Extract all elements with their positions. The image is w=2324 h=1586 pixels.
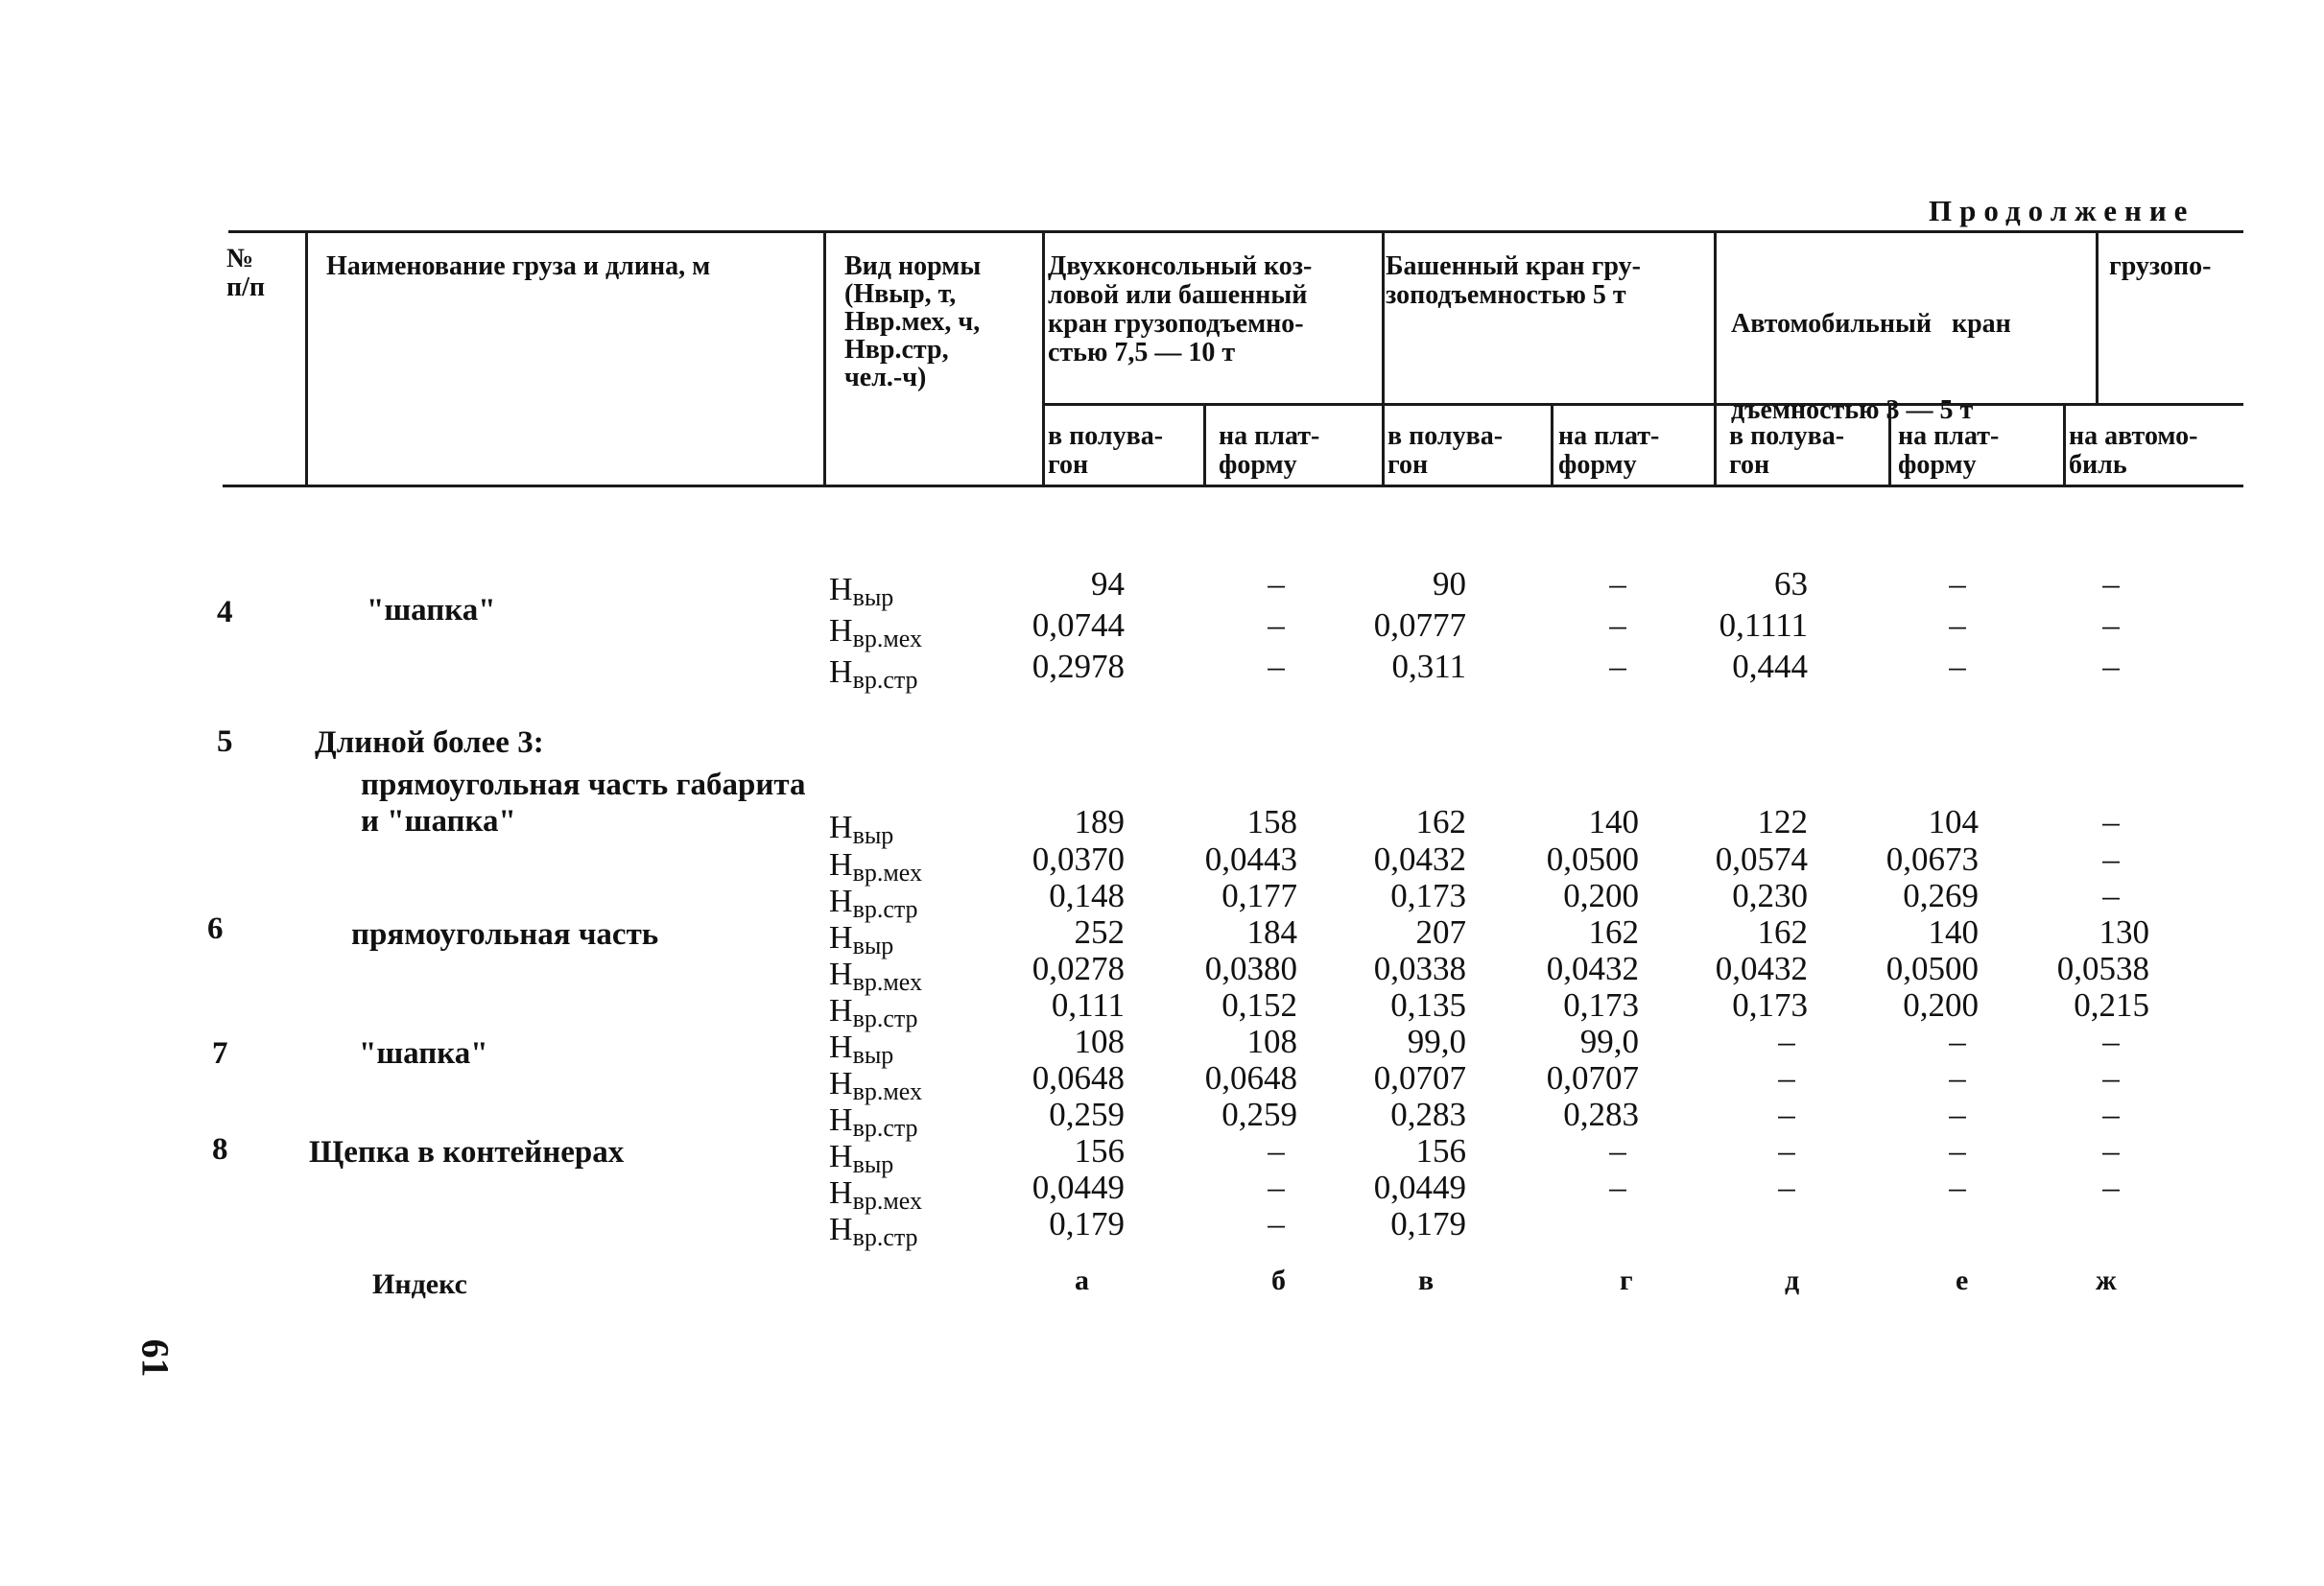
table-cell: 0,0673 <box>1885 840 1979 878</box>
table-cell: 94 <box>1091 565 1125 603</box>
header-group-d: грузопо- <box>2109 251 2212 281</box>
table-cell: – <box>2102 803 2120 840</box>
table-cell: – <box>1949 606 1966 644</box>
row-label-6: прямоугольная часть <box>351 917 659 952</box>
header-no: № п/п <box>226 244 266 302</box>
table-cell: 63 <box>1774 565 1808 603</box>
table-cell: 0,173 <box>1563 986 1639 1024</box>
table-cell: 0,173 <box>1390 877 1466 914</box>
table-cell: – <box>1949 1059 1966 1097</box>
table-cell: 0,1111 <box>1719 606 1808 644</box>
table-cell: 162 <box>1588 913 1639 951</box>
table-cell: 0,269 <box>1903 877 1979 914</box>
continuation-title: Продолжение <box>1929 194 2195 227</box>
table-cell: 158 <box>1246 803 1297 840</box>
subheader-d-auto: на автомо- биль <box>2069 421 2198 480</box>
subheader-a-wagon: в полува- гон <box>1048 421 1164 480</box>
header-group-c: Автомобильный кран дъемностью 3 — 5 т <box>1731 309 2011 425</box>
table-cell: 0,0707 <box>1546 1059 1639 1097</box>
table-cell: 104 <box>1928 803 1979 840</box>
norm-kind-mex: $Н_{вр.мех}$ <box>829 847 922 887</box>
table-cell: – <box>1778 1096 1795 1133</box>
table-cell: – <box>2102 840 2120 878</box>
table-cell: 0,215 <box>2074 986 2149 1024</box>
table-cell: – <box>2102 1169 2120 1206</box>
table-cell: 0,0370 <box>1032 840 1125 878</box>
col-divider-no <box>305 230 308 487</box>
norm-kind-vyr: $Н_{выр}$ <box>829 1139 894 1178</box>
table-cell: – <box>1778 1023 1795 1060</box>
row-number-4: 4 <box>217 595 233 629</box>
table-cell: 0,444 <box>1732 648 1808 685</box>
table-cell: 0,179 <box>1390 1205 1466 1243</box>
table-cell: 0,0432 <box>1373 840 1466 878</box>
table-cell: 0,283 <box>1563 1096 1639 1133</box>
row-label-4: "шапка" <box>367 593 496 627</box>
table-cell: 0,0707 <box>1373 1059 1466 1097</box>
norm-kind-mex: $Н_{вр.мех}$ <box>829 1175 922 1215</box>
table-cell: 0,0278 <box>1032 950 1125 987</box>
table-cell: – <box>1609 648 1626 685</box>
row-number-5: 5 <box>217 724 233 759</box>
table-cell: – <box>1949 1023 1966 1060</box>
row-label-5a-line2: и "шапка" <box>361 804 516 839</box>
table-cell: – <box>1609 1132 1626 1170</box>
table-cell: 140 <box>1928 913 1979 951</box>
table-cell: 0,259 <box>1049 1096 1125 1133</box>
table-cell: 0,200 <box>1563 877 1639 914</box>
table-cell: – <box>1949 565 1966 603</box>
row-number-7: 7 <box>212 1036 228 1071</box>
table-cell: – <box>1268 1205 1285 1243</box>
table-cell: 0,0449 <box>1373 1169 1466 1206</box>
table-cell: 0,0432 <box>1715 950 1808 987</box>
table-cell: – <box>1268 565 1285 603</box>
subheader-c-platform: на плат- форму <box>1898 421 2000 480</box>
table-cell: – <box>1268 648 1285 685</box>
table-cell: 162 <box>1415 803 1466 840</box>
norm-kind-str: $Н_{вр.стр}$ <box>829 654 918 694</box>
table-cell: 0,311 <box>1391 648 1466 685</box>
header-group-b: Башенный кран гру- зоподъемностью 5 т <box>1386 251 1641 310</box>
table-cell: – <box>1778 1059 1795 1097</box>
table-cell: 184 <box>1246 913 1297 951</box>
row-label-5a-line1: прямоугольная часть габарита <box>361 768 806 802</box>
norm-kind-mex: $Н_{вр.мех}$ <box>829 1066 922 1105</box>
col-divider-name <box>823 230 826 487</box>
header-name: Наименование груза и длина, м <box>326 251 711 281</box>
table-cell: 0,0574 <box>1715 840 1808 878</box>
index-letter: е <box>1956 1265 1969 1296</box>
row-label-8: Щепка в контейнерах <box>309 1135 625 1170</box>
index-letter: б <box>1271 1265 1286 1296</box>
col-divider-norm <box>1042 230 1045 487</box>
col-divider-group-c <box>2096 230 2099 403</box>
table-cell: 156 <box>1074 1132 1125 1170</box>
table-cell: – <box>1609 606 1626 644</box>
table-cell: 0,0432 <box>1546 950 1639 987</box>
norm-kind-str: $Н_{вр.стр}$ <box>829 884 918 923</box>
norm-kind-vyr: $Н_{выр}$ <box>829 1030 894 1069</box>
table-cell: 108 <box>1246 1023 1297 1060</box>
table-cell: 0,0500 <box>1546 840 1639 878</box>
norm-kind-mex: $Н_{вр.мех}$ <box>829 613 922 652</box>
col-divider-group-a <box>1382 230 1385 487</box>
table-cell: 0,0648 <box>1032 1059 1125 1097</box>
table-cell: 0,0744 <box>1032 606 1125 644</box>
table-cell: 189 <box>1074 803 1125 840</box>
table-cell: 0,177 <box>1221 877 1297 914</box>
table-cell: – <box>1268 1169 1285 1206</box>
table-cell: – <box>2102 877 2120 914</box>
norm-kind-str: $Н_{вр.стр}$ <box>829 1212 918 1251</box>
header-bottom-rule <box>223 485 2243 487</box>
table-cell: – <box>2102 606 2120 644</box>
table-cell: – <box>1268 606 1285 644</box>
table-cell: 108 <box>1074 1023 1125 1060</box>
index-letter: д <box>1785 1265 1800 1296</box>
table-cell: 0,259 <box>1221 1096 1297 1133</box>
table-cell: 162 <box>1757 913 1808 951</box>
table-cell: 0,179 <box>1049 1205 1125 1243</box>
table-cell: 0,283 <box>1390 1096 1466 1133</box>
table-cell: 0,152 <box>1221 986 1297 1024</box>
row-number-6: 6 <box>207 911 224 946</box>
table-cell: – <box>1609 565 1626 603</box>
table-cell: 99,0 <box>1579 1023 1639 1060</box>
table-cell: – <box>1949 1169 1966 1206</box>
subheader-b-platform: на плат- форму <box>1558 421 1660 480</box>
table-cell: – <box>1778 1169 1795 1206</box>
table-cell: – <box>1949 1132 1966 1170</box>
table-cell: 0,2978 <box>1032 648 1125 685</box>
norm-kind-str: $Н_{вр.стр}$ <box>829 1102 918 1142</box>
index-letter: ж <box>2096 1265 2117 1296</box>
table-cell: 0,0338 <box>1373 950 1466 987</box>
table-cell: 0,135 <box>1390 986 1466 1024</box>
table-cell: – <box>1778 1132 1795 1170</box>
table-cell: 0,0777 <box>1373 606 1466 644</box>
table-cell: – <box>2102 648 2120 685</box>
table-cell: 252 <box>1074 913 1125 951</box>
table-cell: 0,0443 <box>1204 840 1297 878</box>
table-cell: 99,0 <box>1407 1023 1466 1060</box>
table-cell: 0,0648 <box>1204 1059 1297 1097</box>
table-cell: 0,0538 <box>2056 950 2149 987</box>
row-number-8: 8 <box>212 1132 228 1167</box>
header-norm: Вид нормы (Нвыр, т, Нвр.мех, ч, Нвр.стр, чел.-ч) <box>844 251 982 392</box>
table-cell: 0,173 <box>1732 986 1808 1024</box>
table-cell: 0,230 <box>1732 877 1808 914</box>
table-cell: – <box>2102 1059 2120 1097</box>
col-divider-b-sub <box>1551 403 1553 487</box>
index-label: Индекс <box>372 1268 467 1300</box>
table-cell: 90 <box>1433 565 1466 603</box>
table-cell: 0,0449 <box>1032 1169 1125 1206</box>
col-divider-a-sub <box>1203 403 1206 487</box>
table-cell: – <box>1949 648 1966 685</box>
index-letter: а <box>1075 1265 1089 1296</box>
table-cell: 122 <box>1757 803 1808 840</box>
index-letter: г <box>1620 1265 1633 1296</box>
table-cell: 0,111 <box>1051 986 1125 1024</box>
norm-kind-str: $Н_{вр.стр}$ <box>829 993 918 1032</box>
table-cell: 0,148 <box>1049 877 1125 914</box>
table-cell: – <box>2102 565 2120 603</box>
subheader-a-platform: на плат- форму <box>1219 421 1320 480</box>
table-cell: 156 <box>1415 1132 1466 1170</box>
table-cell: 0,200 <box>1903 986 1979 1024</box>
col-divider-d-sub <box>2063 403 2066 487</box>
page-number: 61 <box>133 1338 178 1378</box>
table-cell: – <box>1268 1132 1285 1170</box>
table-top-rule <box>228 230 2243 233</box>
table-cell: 140 <box>1588 803 1639 840</box>
table-cell: 130 <box>2099 913 2149 951</box>
table-cell: 0,0500 <box>1885 950 1979 987</box>
norm-kind-vyr: $Н_{выр}$ <box>829 810 894 849</box>
norm-kind-mex: $Н_{вр.мех}$ <box>829 957 922 996</box>
table-cell: 207 <box>1415 913 1466 951</box>
col-divider-group-b <box>1714 230 1717 487</box>
norm-kind-vyr: $Н_{выр}$ <box>829 920 894 959</box>
header-group-a: Двухконсольный коз- ловой или башенный кран грузоподъемно- стью 7,5 — 10 т <box>1048 251 1313 367</box>
index-letter: в <box>1418 1265 1435 1296</box>
table-cell: – <box>1949 1096 1966 1133</box>
subheader-b-wagon: в полува- гон <box>1387 421 1504 480</box>
table-cell: – <box>1609 1169 1626 1206</box>
subheader-c-wagon: в полува- гон <box>1729 421 1845 480</box>
norm-kind-vyr: $Н_{выр}$ <box>829 572 894 611</box>
table-cell: – <box>2102 1132 2120 1170</box>
table-cell: 0,0380 <box>1204 950 1297 987</box>
table-cell: – <box>2102 1096 2120 1133</box>
row-label-7: "шапка" <box>359 1036 488 1071</box>
table-cell: – <box>2102 1023 2120 1060</box>
row-label-5: Длиной более 3: <box>315 725 544 760</box>
